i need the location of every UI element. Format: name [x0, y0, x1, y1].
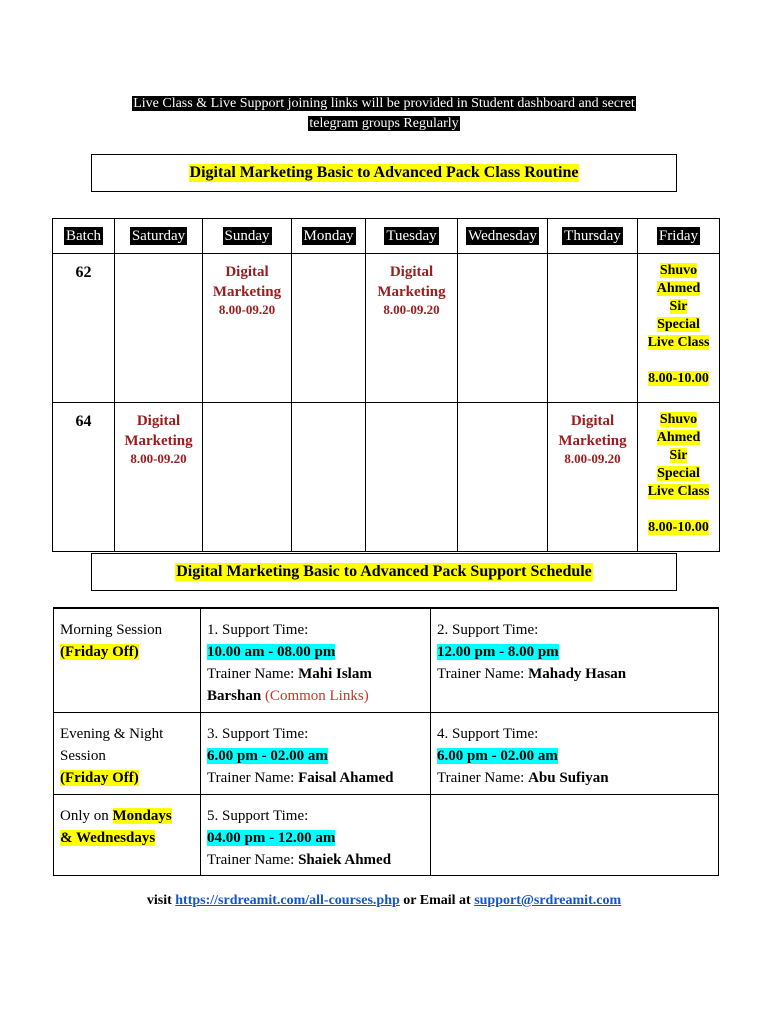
courses-link[interactable]: https://srdreamit.com/all-courses.php: [175, 893, 400, 908]
header-tuesday: Tuesday: [366, 219, 458, 254]
class-time: 8.00-09.20: [383, 302, 440, 317]
support-time: 6.00 pm - 02.00 am: [437, 747, 558, 764]
support-slot: 4. Support Time: 6.00 pm - 02.00 am Trainer Name: Abu Sufiyan: [431, 712, 719, 794]
special-class-cell: Shuvo Ahmed Sir Special Live Class 8.00-10.00: [638, 403, 720, 552]
routine-title-box: [91, 154, 677, 192]
empty-cell: [203, 403, 292, 552]
table-row: [54, 712, 719, 794]
class-name: Digital Marketing: [377, 264, 446, 300]
batch-cell: 62: [53, 254, 115, 403]
session-cell: Morning Session (Friday Off): [54, 608, 201, 712]
support-time: 6.00 pm - 02.00 am: [207, 747, 328, 764]
friday-off-note: (Friday Off): [60, 769, 139, 786]
table-row: [53, 254, 720, 403]
class-name: Digital Marketing: [558, 413, 627, 449]
special-class-cell: Shuvo Ahmed Sir Special Live Class 8.00-10.00: [638, 254, 720, 403]
header-saturday: Saturday: [115, 219, 203, 254]
header-sunday: Sunday: [203, 219, 292, 254]
support-schedule-table: [53, 607, 719, 876]
empty-cell: [292, 254, 366, 403]
support-title: Digital Marketing Basic to Advanced Pack Support Schedule: [176, 563, 592, 580]
email-link[interactable]: support@srdreamit.com: [474, 893, 622, 908]
special-time: 8.00-10.00: [648, 371, 709, 386]
class-time: 8.00-09.20: [564, 451, 621, 466]
header-friday: Friday: [638, 219, 720, 254]
special-time: 8.00-10.00: [648, 520, 709, 535]
table-row: [53, 403, 720, 552]
routine-title: Digital Marketing Basic to Advanced Pack Class Routine: [189, 164, 579, 181]
support-slot: 2. Support Time: 12.00 pm - 8.00 pm Trainer Name: Mahady Hasan: [431, 608, 719, 712]
class-routine-table: [52, 218, 720, 552]
class-time: 8.00-09.20: [130, 451, 187, 466]
empty-cell: [292, 403, 366, 552]
empty-cell: [115, 254, 203, 403]
common-links-note: (Common Links): [261, 688, 369, 704]
table-row: [54, 794, 719, 875]
session-cell: Only on Mondays & Wednesdays: [54, 794, 201, 875]
table-row: [54, 608, 719, 712]
notice-banner: [0, 94, 768, 134]
support-slot: 5. Support Time: 04.00 pm - 12.00 am Trainer Name: Shaiek Ahmed: [201, 794, 431, 875]
session-cell: Evening & Night Session (Friday Off): [54, 712, 201, 794]
batch-cell: 64: [53, 403, 115, 552]
support-time: 12.00 pm - 8.00 pm: [437, 644, 559, 660]
header-thursday: Thursday: [548, 219, 638, 254]
empty-cell: [458, 403, 548, 552]
friday-off-note: (Friday Off): [60, 644, 139, 660]
empty-cell: [366, 403, 458, 552]
class-name: Digital Marketing: [212, 264, 282, 300]
notice-line-2: telegram groups Regularly: [309, 116, 459, 131]
class-cell: [548, 403, 638, 552]
empty-cell: [431, 794, 719, 875]
footer: visit https://srdreamit.com/all-courses.php or Email at support@srdreamit.com: [146, 893, 622, 908]
notice-line-1: Live Class & Live Support joining links will be provided in Student dashboard and secret: [133, 96, 635, 111]
support-time: 04.00 pm - 12.00 am: [207, 829, 336, 846]
class-cell: [366, 254, 458, 403]
empty-cell: [458, 254, 548, 403]
support-title-box: [91, 553, 677, 591]
class-cell: [115, 403, 203, 552]
empty-cell: [548, 254, 638, 403]
support-slot: 3. Support Time: 6.00 pm - 02.00 am Trainer Name: Faisal Ahamed: [201, 712, 431, 794]
header-monday: Monday: [292, 219, 366, 254]
class-time: 8.00-09.20: [218, 302, 276, 317]
support-time: 10.00 am - 08.00 pm: [207, 644, 336, 660]
header-wednesday: Wednesday: [458, 219, 548, 254]
class-cell: [203, 254, 292, 403]
class-name: Digital Marketing: [124, 413, 193, 449]
routine-header-row: [53, 219, 720, 254]
header-batch: Batch: [53, 219, 115, 254]
support-slot: 1. Support Time: 10.00 am - 08.00 pm Trainer Name: Mahi Islam Barshan (Common Links): [201, 608, 431, 712]
